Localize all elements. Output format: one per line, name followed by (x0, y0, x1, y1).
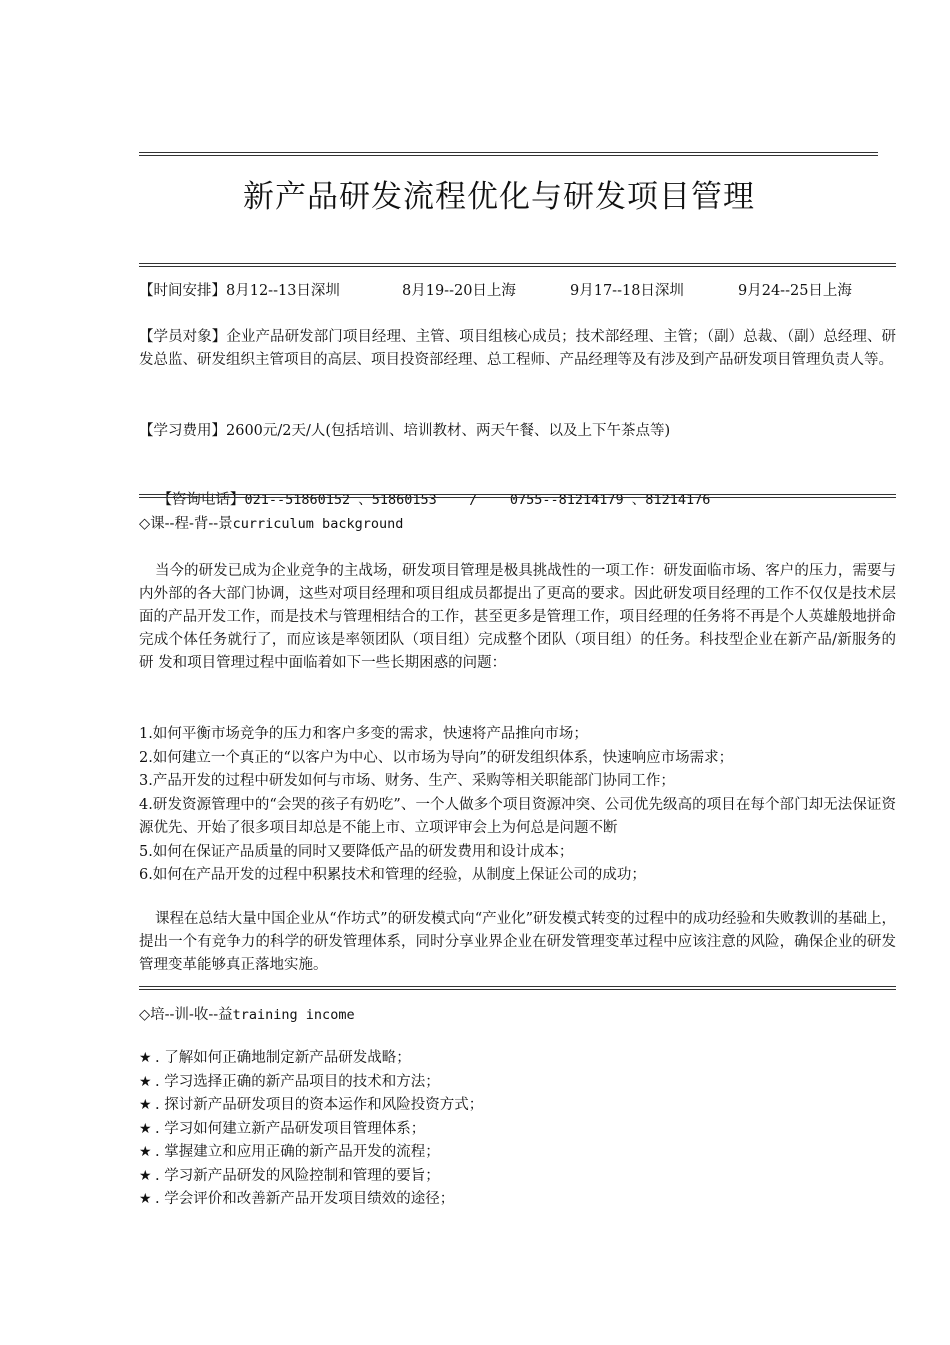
star-icon: ★ (139, 1144, 152, 1160)
audience-label: 【学员对象】 (139, 329, 227, 345)
background-summary: 课程在总结大量中国企业从“作坊式”的研发模式向“产业化”研发模式转变的过程中的成功经验和失败教训的基础上，提出一个有竞争力的科学的研发管理体系，同时分享业界企业在研发管理变革过程中应该注意的风险，确保企业的研发管理变革能够真正落地实施。 (139, 911, 896, 973)
income-item-text: . 探讨新产品研发项目的资本运作和风险投资方式； (155, 1097, 484, 1113)
income-heading-en: training income (232, 1007, 355, 1023)
page-title: 新产品研发流程优化与研发项目管理 (243, 179, 755, 215)
phone-label: 【咨询电话】 (157, 492, 245, 508)
list-item: 4.研发资源管理中的“会哭的孩子有奶吃”、一个人做多个项目资源冲突、公司优先级高的项目在每个部门却无法保证资源优先、开始了很多项目却总是不能上市、立项评审会上为何总是问题不断 (139, 796, 896, 836)
list-item (139, 1071, 896, 1095)
list-item (139, 1047, 896, 1071)
star-icon: ★ (139, 1097, 152, 1113)
star-icon: ★ (139, 1120, 152, 1137)
schedule-session-4: 9月24--25日上海 (738, 283, 852, 299)
star-icon: ★ (139, 1167, 152, 1184)
list-item (139, 1118, 896, 1142)
list-item (139, 1094, 896, 1118)
star-icon: ★ (139, 1191, 152, 1207)
star-icon: ★ (139, 1050, 152, 1066)
background-heading (139, 513, 896, 536)
list-item (139, 1141, 896, 1165)
top-rule (139, 152, 878, 156)
section-rule-1 (139, 494, 896, 498)
income-item-text: . 学习选择正确的新产品项目的技术和方法； (155, 1073, 440, 1090)
income-item-text: . 学会评价和改善新产品开发项目绩效的途径； (155, 1191, 455, 1207)
schedule-label: 【时间安排】 (139, 283, 226, 299)
phone-text: 021--51860152 、51860153 / 0755--81214179 、81214176 (244, 492, 711, 508)
list-item: 5.如何在保证产品质量的同时又要降低产品的研发费用和设计成本； (139, 843, 574, 860)
income-heading (139, 1004, 896, 1027)
income-item-text: . 学习新产品研发的风险控制和管理的要旨； (155, 1167, 440, 1184)
fee-text: 2600元/2天/人(包括培训、培训教材、两天午餐、以及上下午茶点等) (226, 423, 671, 439)
schedule-session-3: 9月17--18日深圳 (570, 283, 684, 299)
income-item-text: . 了解如何正确地制定新产品研发战略； (155, 1050, 411, 1066)
list-item (139, 1165, 896, 1189)
list-item: 2.如何建立一个真正的“以客户为中心、以市场为导向”的研发组织体系，快速响应市场需求； (139, 749, 734, 766)
background-heading-cn: ◇课--程-背--景 (139, 516, 233, 532)
income-heading-cn: ◇培--训-收--益 (139, 1007, 233, 1023)
background-heading-en: curriculum background (232, 516, 404, 532)
schedule-session-1: 8月12--13日深圳 (226, 283, 340, 299)
list-item (139, 1188, 896, 1212)
schedule-session-2: 8月19--20日上海 (402, 283, 516, 299)
schedule-line (139, 280, 896, 303)
list-item: 6.如何在产品开发的过程中积累技术和管理的经验，从制度上保证公司的成功； (139, 867, 646, 883)
questions-list (139, 723, 896, 888)
title-bottom-rule (139, 263, 896, 267)
audience-paragraph (139, 326, 896, 372)
section-rule-2 (139, 986, 896, 990)
income-list (139, 1047, 896, 1212)
income-item-text: . 学习如何建立新产品研发项目管理体系； (155, 1120, 426, 1137)
list-item: 3.产品开发的过程中研发如何与市场、财务、生产、采购等相关职能部门协同工作； (139, 773, 675, 789)
background-intro: 当今的研发已成为企业竞争的主战场，研发项目管理是极具挑战性的一项工作：研发面临市场、客户的压力，需要与内外部的各大部门协调，这些对项目经理和项目组成员都提出了更高的要求。因此研发项目经理的工作不仅仅是技术层面的产品开发工作，而是技术与管理相结合的工作，甚至更多是管理工作，项目经理的任务将不再是个人英雄般地拼命完成个体任务就行了，而应该是率领团队（项目组）完成整个团队（项目组）的任务。科技型企业在新产品/新服务的研 发和项目管理过程中面临着如下一些长期困惑的问题： (139, 563, 896, 671)
fee-label: 【学习费用】 (139, 423, 226, 439)
audience-text: 企业产品研发部门项目经理、主管、项目组核心成员；技术部经理、主管；（副）总裁、（副）总经理、研发总监、研发组织主管项目的高层、项目投资部经理、总工程师、产品经理等及有涉及到产品研发项目管理负责人等。 (139, 329, 897, 368)
fee-line (139, 420, 896, 443)
star-icon: ★ (139, 1073, 152, 1090)
list-item: 1.如何平衡市场竞争的压力和客户多变的需求，快速将产品推向市场； (139, 726, 588, 742)
income-item-text: . 掌握建立和应用正确的新产品开发的流程； (155, 1144, 440, 1160)
